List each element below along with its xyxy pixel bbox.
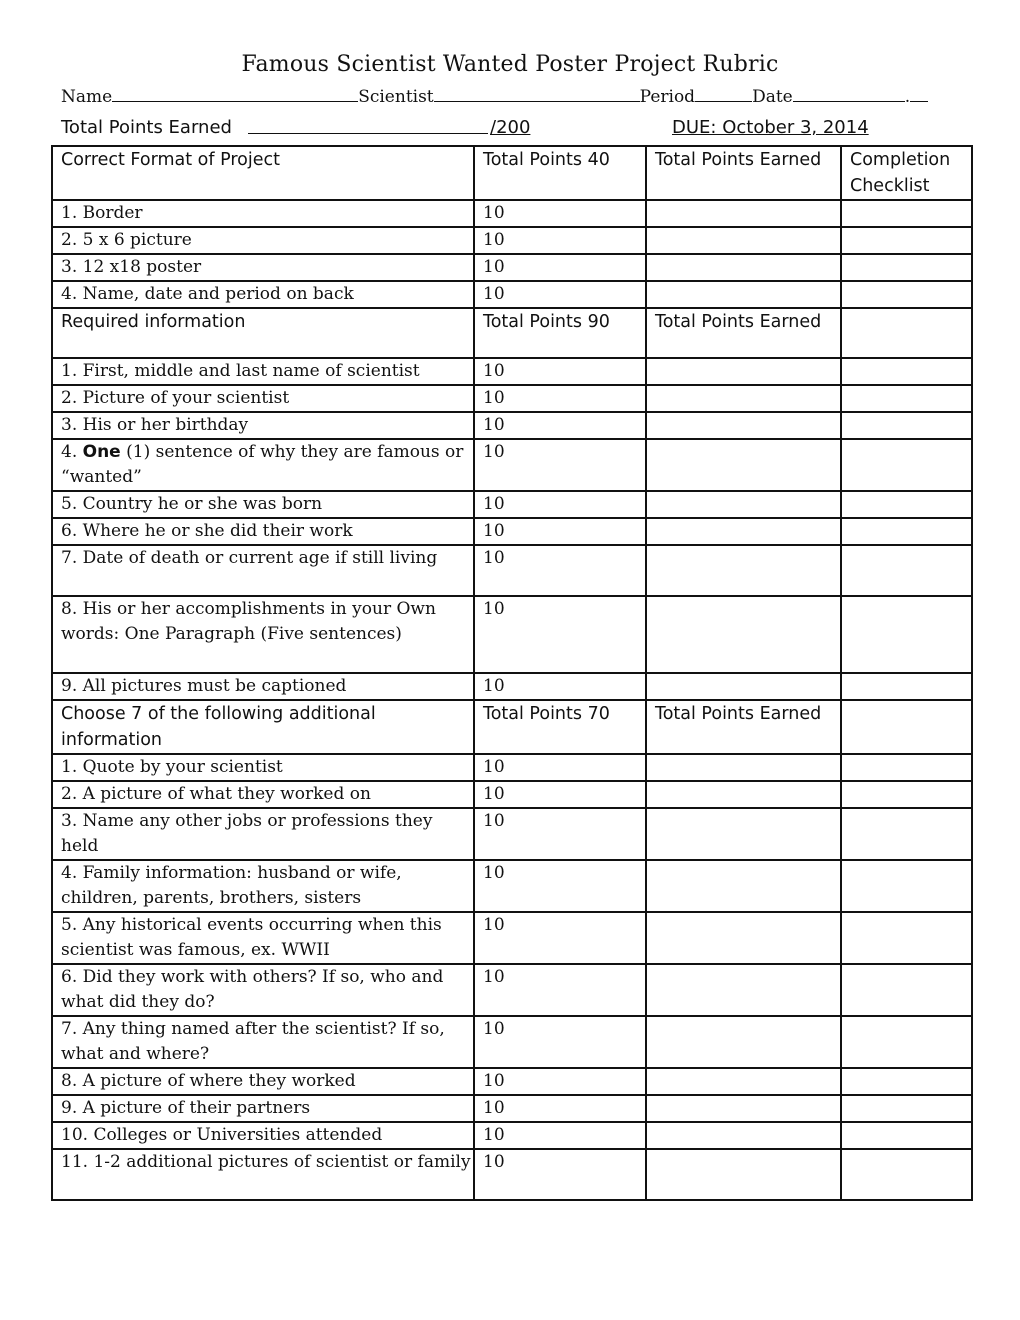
criterion-label: 1. Quote by your scientist bbox=[52, 754, 474, 781]
points-earned-cell[interactable] bbox=[646, 912, 841, 964]
section-earned-header: Total Points Earned bbox=[646, 700, 841, 754]
rubric-row bbox=[52, 754, 972, 781]
date-trailer: . bbox=[904, 87, 911, 107]
criterion-points: 10 bbox=[474, 1068, 646, 1095]
points-earned-cell[interactable] bbox=[646, 860, 841, 912]
completion-checklist-cell[interactable] bbox=[841, 1095, 972, 1122]
criterion-label bbox=[52, 439, 474, 491]
points-earned-cell[interactable] bbox=[646, 673, 841, 700]
section-earned-header: Total Points Earned bbox=[646, 146, 841, 200]
criterion-label: 7. Date of death or current age if still living bbox=[52, 545, 474, 596]
points-earned-cell[interactable] bbox=[646, 358, 841, 385]
completion-checklist-cell[interactable] bbox=[841, 1068, 972, 1095]
points-earned-cell[interactable] bbox=[646, 412, 841, 439]
rubric-row bbox=[52, 1016, 972, 1068]
section-checklist-header bbox=[841, 308, 972, 358]
rubric-row bbox=[52, 1095, 972, 1122]
completion-checklist-cell[interactable] bbox=[841, 673, 972, 700]
points-earned-cell[interactable] bbox=[646, 1016, 841, 1068]
completion-checklist-cell[interactable] bbox=[841, 281, 972, 308]
rubric-row bbox=[52, 1068, 972, 1095]
rubric-table bbox=[51, 145, 973, 1201]
rubric-row bbox=[52, 545, 972, 596]
section-checklist-header: Completion Checklist bbox=[841, 146, 972, 200]
criterion-label: 4. Family information: husband or wife, children, parents, brothers, sisters bbox=[52, 860, 474, 912]
points-earned-cell[interactable] bbox=[646, 439, 841, 491]
points-earned-cell[interactable] bbox=[646, 1095, 841, 1122]
section-total-points: Total Points 40 bbox=[474, 146, 646, 200]
criterion-points: 10 bbox=[474, 673, 646, 700]
name-field[interactable] bbox=[112, 86, 358, 102]
criterion-label: 8. His or her accomplishments in your Own words: One Paragraph (Five sentences) bbox=[52, 596, 474, 673]
section-total-points: Total Points 90 bbox=[474, 308, 646, 358]
completion-checklist-cell[interactable] bbox=[841, 596, 972, 673]
total-points-field[interactable] bbox=[248, 118, 488, 134]
criterion-points: 10 bbox=[474, 1016, 646, 1068]
criterion-points: 10 bbox=[474, 860, 646, 912]
total-points-out-of: /200 bbox=[490, 117, 531, 138]
points-earned-cell[interactable] bbox=[646, 200, 841, 227]
criterion-points: 10 bbox=[474, 439, 646, 491]
criterion-label: 8. A picture of where they worked bbox=[52, 1068, 474, 1095]
criterion-points: 10 bbox=[474, 254, 646, 281]
due-date: DUE: October 3, 2014 bbox=[672, 117, 869, 138]
points-earned-cell[interactable] bbox=[646, 964, 841, 1016]
criterion-label: 5. Any historical events occurring when this scientist was famous, ex. WWII bbox=[52, 912, 474, 964]
section-heading: Correct Format of Project bbox=[52, 146, 474, 200]
criterion-points: 10 bbox=[474, 596, 646, 673]
rubric-row bbox=[52, 227, 972, 254]
criterion-label: 2. Picture of your scientist bbox=[52, 385, 474, 412]
criterion-label: 2. A picture of what they worked on bbox=[52, 781, 474, 808]
criterion-label: 6. Did they work with others? If so, who and what did they do? bbox=[52, 964, 474, 1016]
points-earned-cell[interactable] bbox=[646, 781, 841, 808]
criterion-points: 10 bbox=[474, 385, 646, 412]
scientist-field[interactable] bbox=[434, 86, 640, 102]
criterion-label: 5. Country he or she was born bbox=[52, 491, 474, 518]
criterion-label: 7. Any thing named after the scientist? If so, what and where? bbox=[52, 1016, 474, 1068]
completion-checklist-cell[interactable] bbox=[841, 912, 972, 964]
completion-checklist-cell[interactable] bbox=[841, 754, 972, 781]
points-earned-cell[interactable] bbox=[646, 1068, 841, 1095]
section-total-points: Total Points 70 bbox=[474, 700, 646, 754]
criterion-label: 2. 5 x 6 picture bbox=[52, 227, 474, 254]
date-label: Date bbox=[752, 87, 793, 107]
student-info-line bbox=[61, 86, 928, 107]
rubric-row bbox=[52, 964, 972, 1016]
rubric-row bbox=[52, 518, 972, 545]
rubric-row bbox=[52, 673, 972, 700]
points-earned-cell[interactable] bbox=[646, 754, 841, 781]
criterion-points: 10 bbox=[474, 1095, 646, 1122]
criterion-label: 1. First, middle and last name of scientist bbox=[52, 358, 474, 385]
criterion-label: 11. 1-2 additional pictures of scientist or family bbox=[52, 1149, 474, 1200]
completion-checklist-cell[interactable] bbox=[841, 439, 972, 491]
criterion-points: 10 bbox=[474, 281, 646, 308]
points-earned-cell[interactable] bbox=[646, 281, 841, 308]
criterion-points: 10 bbox=[474, 518, 646, 545]
section-heading: Required information bbox=[52, 308, 474, 358]
section-header-row bbox=[52, 308, 972, 358]
points-earned-cell[interactable] bbox=[646, 491, 841, 518]
completion-checklist-cell[interactable] bbox=[841, 860, 972, 912]
completion-checklist-cell[interactable] bbox=[841, 545, 972, 596]
completion-checklist-cell[interactable] bbox=[841, 491, 972, 518]
completion-checklist-cell[interactable] bbox=[841, 781, 972, 808]
criterion-points: 10 bbox=[474, 964, 646, 1016]
criterion-points: 10 bbox=[474, 200, 646, 227]
period-label: Period bbox=[639, 87, 696, 107]
points-earned-cell[interactable] bbox=[646, 545, 841, 596]
criterion-label: 3. 12 x18 poster bbox=[52, 254, 474, 281]
points-earned-cell[interactable] bbox=[646, 1149, 841, 1200]
completion-checklist-cell[interactable] bbox=[841, 964, 972, 1016]
points-earned-cell[interactable] bbox=[646, 385, 841, 412]
rubric-row bbox=[52, 491, 972, 518]
completion-checklist-cell[interactable] bbox=[841, 254, 972, 281]
points-earned-cell[interactable] bbox=[646, 596, 841, 673]
criterion-points: 10 bbox=[474, 781, 646, 808]
section-header-row bbox=[52, 146, 972, 200]
completion-checklist-cell[interactable] bbox=[841, 518, 972, 545]
completion-checklist-cell[interactable] bbox=[841, 412, 972, 439]
section-heading: Choose 7 of the following additional information bbox=[52, 700, 474, 754]
criterion-label: 3. His or her birthday bbox=[52, 412, 474, 439]
completion-checklist-cell[interactable] bbox=[841, 227, 972, 254]
date-field-end[interactable] bbox=[910, 86, 928, 102]
criterion-points: 10 bbox=[474, 912, 646, 964]
criterion-label-rest: (1) sentence of why they are famous or “wanted” bbox=[61, 442, 464, 487]
criterion-points: 10 bbox=[474, 1122, 646, 1149]
points-earned-cell[interactable] bbox=[646, 227, 841, 254]
section-checklist-header bbox=[841, 700, 972, 754]
criterion-points: 10 bbox=[474, 545, 646, 596]
criterion-points: 10 bbox=[474, 754, 646, 781]
criterion-label: 3. Name any other jobs or professions they held bbox=[52, 808, 474, 860]
rubric-row bbox=[52, 808, 972, 860]
criterion-label-emphasis: One bbox=[82, 442, 121, 462]
completion-checklist-cell[interactable] bbox=[841, 1149, 972, 1200]
points-earned-cell[interactable] bbox=[646, 808, 841, 860]
rubric-row bbox=[52, 596, 972, 673]
rubric-row bbox=[52, 1149, 972, 1200]
rubric-row bbox=[52, 254, 972, 281]
rubric-row bbox=[52, 439, 972, 491]
criterion-label: 1. Border bbox=[52, 200, 474, 227]
completion-checklist-cell[interactable] bbox=[841, 808, 972, 860]
rubric-row bbox=[52, 860, 972, 912]
points-earned-cell[interactable] bbox=[646, 518, 841, 545]
completion-checklist-cell[interactable] bbox=[841, 200, 972, 227]
scientist-label: Scientist bbox=[358, 87, 434, 107]
rubric-row bbox=[52, 200, 972, 227]
criterion-points: 10 bbox=[474, 1149, 646, 1200]
criterion-points: 10 bbox=[474, 412, 646, 439]
completion-checklist-cell[interactable] bbox=[841, 358, 972, 385]
page-title: Famous Scientist Wanted Poster Project Rubric bbox=[241, 52, 779, 77]
section-header-row bbox=[52, 700, 972, 754]
criterion-label-prefix: 4. bbox=[61, 442, 83, 462]
points-earned-cell[interactable] bbox=[646, 1122, 841, 1149]
criterion-points: 10 bbox=[474, 491, 646, 518]
criterion-points: 10 bbox=[474, 227, 646, 254]
rubric-row bbox=[52, 912, 972, 964]
criterion-points: 10 bbox=[474, 358, 646, 385]
criterion-label: 4. Name, date and period on back bbox=[52, 281, 474, 308]
points-earned-cell[interactable] bbox=[646, 254, 841, 281]
completion-checklist-cell[interactable] bbox=[841, 385, 972, 412]
date-field[interactable] bbox=[793, 86, 905, 102]
rubric-row bbox=[52, 281, 972, 308]
name-label: Name bbox=[61, 87, 113, 107]
criterion-label: 9. A picture of their partners bbox=[52, 1095, 474, 1122]
criterion-label: 6. Where he or she did their work bbox=[52, 518, 474, 545]
criterion-points: 10 bbox=[474, 808, 646, 860]
completion-checklist-cell[interactable] bbox=[841, 1122, 972, 1149]
rubric-row bbox=[52, 358, 972, 385]
rubric-row bbox=[52, 385, 972, 412]
criterion-label: 9. All pictures must be captioned bbox=[52, 673, 474, 700]
total-points-label: Total Points Earned bbox=[61, 117, 232, 138]
period-field[interactable] bbox=[695, 86, 752, 102]
criterion-label: 10. Colleges or Universities attended bbox=[52, 1122, 474, 1149]
rubric-row bbox=[52, 1122, 972, 1149]
rubric-row bbox=[52, 781, 972, 808]
section-earned-header: Total Points Earned bbox=[646, 308, 841, 358]
completion-checklist-cell[interactable] bbox=[841, 1016, 972, 1068]
rubric-row bbox=[52, 412, 972, 439]
